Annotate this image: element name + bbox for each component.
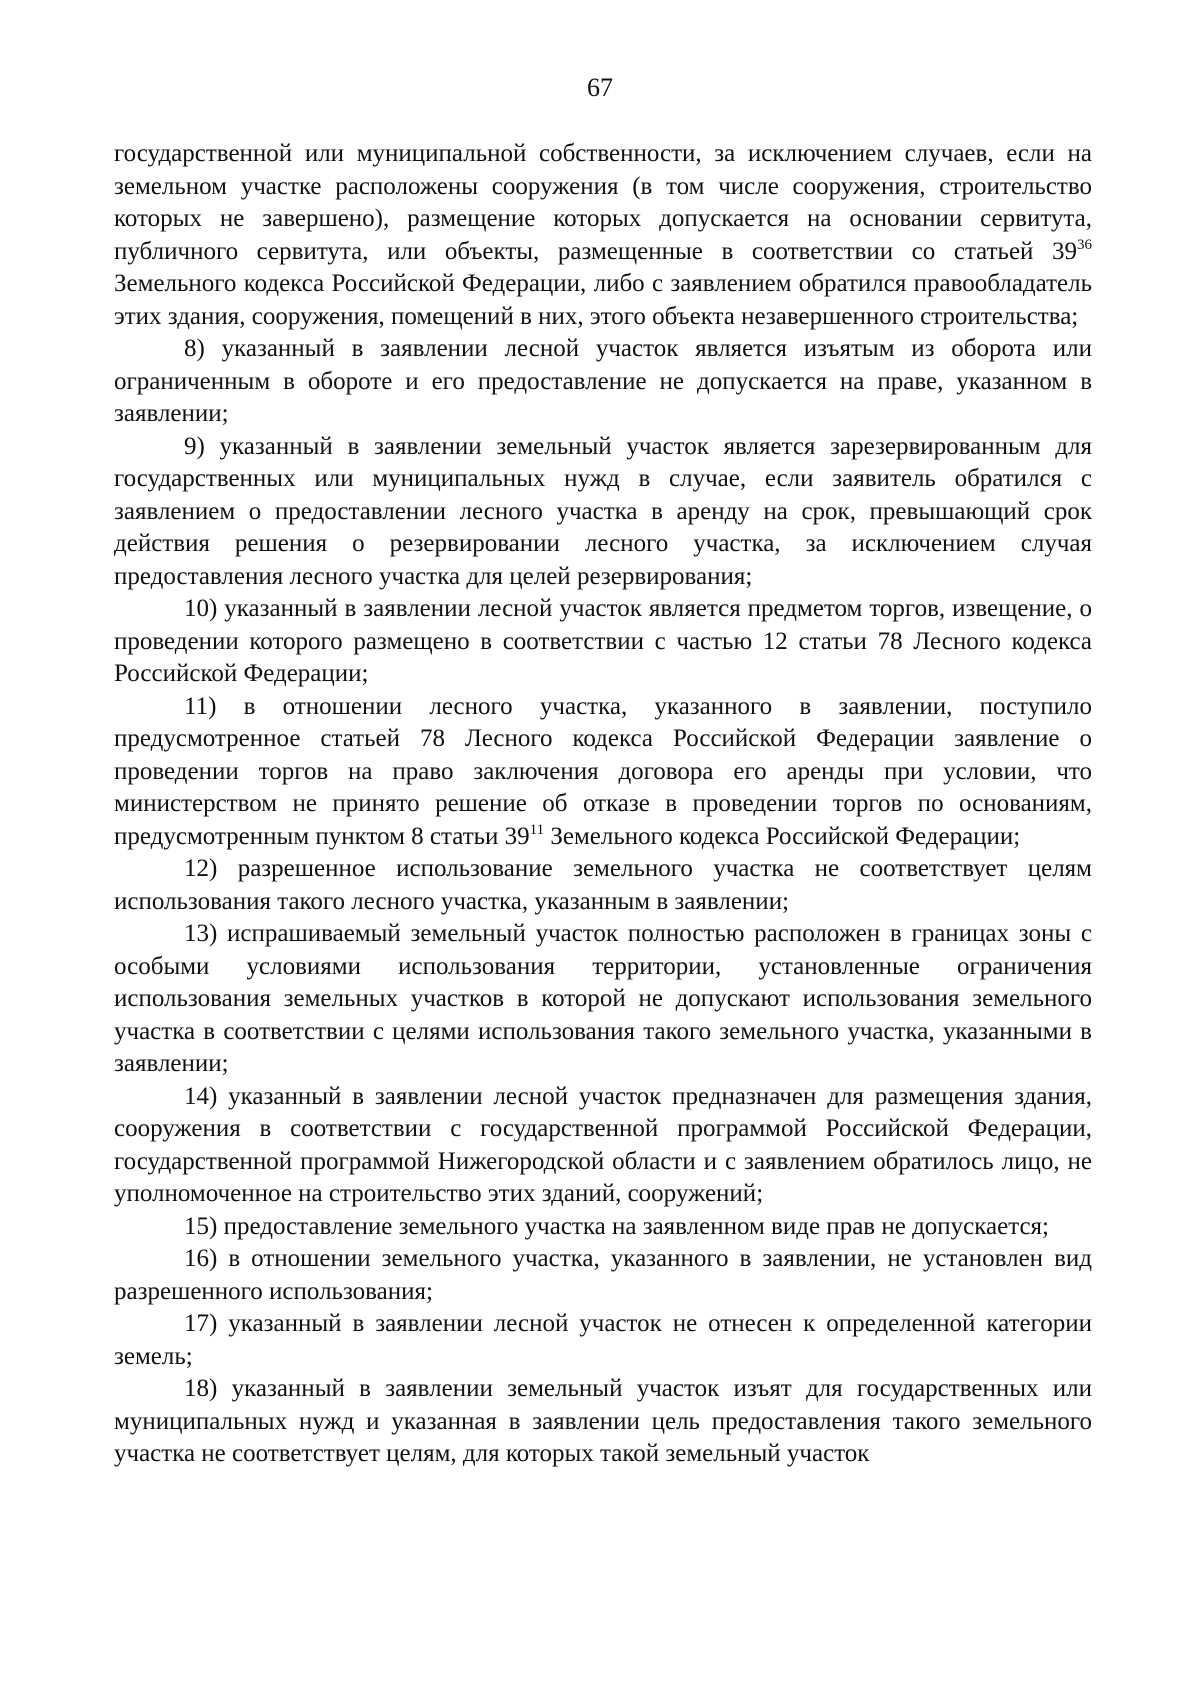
page-number: 67 — [587, 73, 613, 102]
list-item-15: 15) предоставление земельного участка на заявленном виде прав не допускается; — [184, 1212, 1049, 1240]
list-item-9: 9) указанный в заявлении земельный участок является зарезервированным для государственных или муниципальных нужд в случае, если заявитель обратился с заявлением о предоставлении лесного участка в аренду на срок, превышающий срок действия решения о резервировании лесного участка, за исключением случая предоставления лесного участка для целей резервирования; — [114, 432, 1092, 590]
list-item-11 — [114, 691, 1092, 854]
list-item-17: 17) указанный в заявлении лесной участок не отнесен к определенной категории земель; — [114, 1310, 1092, 1370]
list-item-13: 13) испрашиваемый земельный участок полностью расположен в границах зоны с особыми условиями использования территории, установленные ограничения использования земельных участков в которой не допускают использования земельного участка в соответствии с целями использования такого земельного участка, указанными в заявлении; — [114, 920, 1092, 1077]
paragraph-text: государственной или муниципальной собственности, за исключением случаев, если на земельном участке расположены сооружения (в том числе сооружения, строительство которых не завершено), размещение которых допускается на основании сервитута, публичного сервитута, или объекты, размещенные в соответствии со статьей 39 — [114, 140, 1092, 265]
paragraph-text: Земельного кодекса Российской Федерации; — [544, 822, 1021, 850]
paragraph-continuation — [114, 138, 1092, 333]
paragraph-text: 11) в отношении лесного участка, указанного в заявлении, поступило предусмотренное статьей 78 Лесного кодекса Российской Федерации заявление о проведении торгов на право заключения договора его аренды при условии, что министерством не принято решение об отказе в проведении торгов по основаниям, предусмотренным пунктом 8 статьи 39 — [114, 692, 1092, 850]
list-item-10: 10) указанный в заявлении лесной участок является предметом торгов, извещение, о проведении которого размещено в соответствии с частью 12 статьи 78 Лесного кодекса Российской Федерации; — [114, 595, 1092, 687]
superscript: 36 — [1077, 236, 1092, 253]
paragraph-text: Земельного кодекса Российской Федерации, либо с заявлением обратился правообладатель этих здания, сооружения, помещений в них, этого объекта незавершенного строительства; — [114, 270, 1092, 330]
list-item-12: 12) разрешенное использование земельного участка не соответствует целям использования такого лесного участка, указанным в заявлении; — [114, 855, 1092, 915]
list-item-14: 14) указанный в заявлении лесной участок предназначен для размещения здания, сооружения в соответствии с государственной программой Российской Федерации, государственной программой Нижегородской области и с заявлением обратилось лицо, не уполномоченное на строительство этих зданий, сооружений; — [114, 1082, 1092, 1207]
list-item-16: 16) в отношении земельного участка, указанного в заявлении, не установлен вид разрешенного использования; — [114, 1245, 1092, 1305]
list-item-18: 18) указанный в заявлении земельный участок изъят для государственных или муниципальных нужд и указанная в заявлении цель предоставления такого земельного участка не соответствует целям, для которых такой земельный участок — [114, 1375, 1092, 1467]
list-item-8: 8) указанный в заявлении лесной участок является изъятым из оборота или ограниченным в обороте и его предоставление не допускается на праве, указанном в заявлении; — [114, 335, 1092, 427]
document-body — [114, 138, 1092, 1471]
superscript: 11 — [529, 821, 545, 838]
